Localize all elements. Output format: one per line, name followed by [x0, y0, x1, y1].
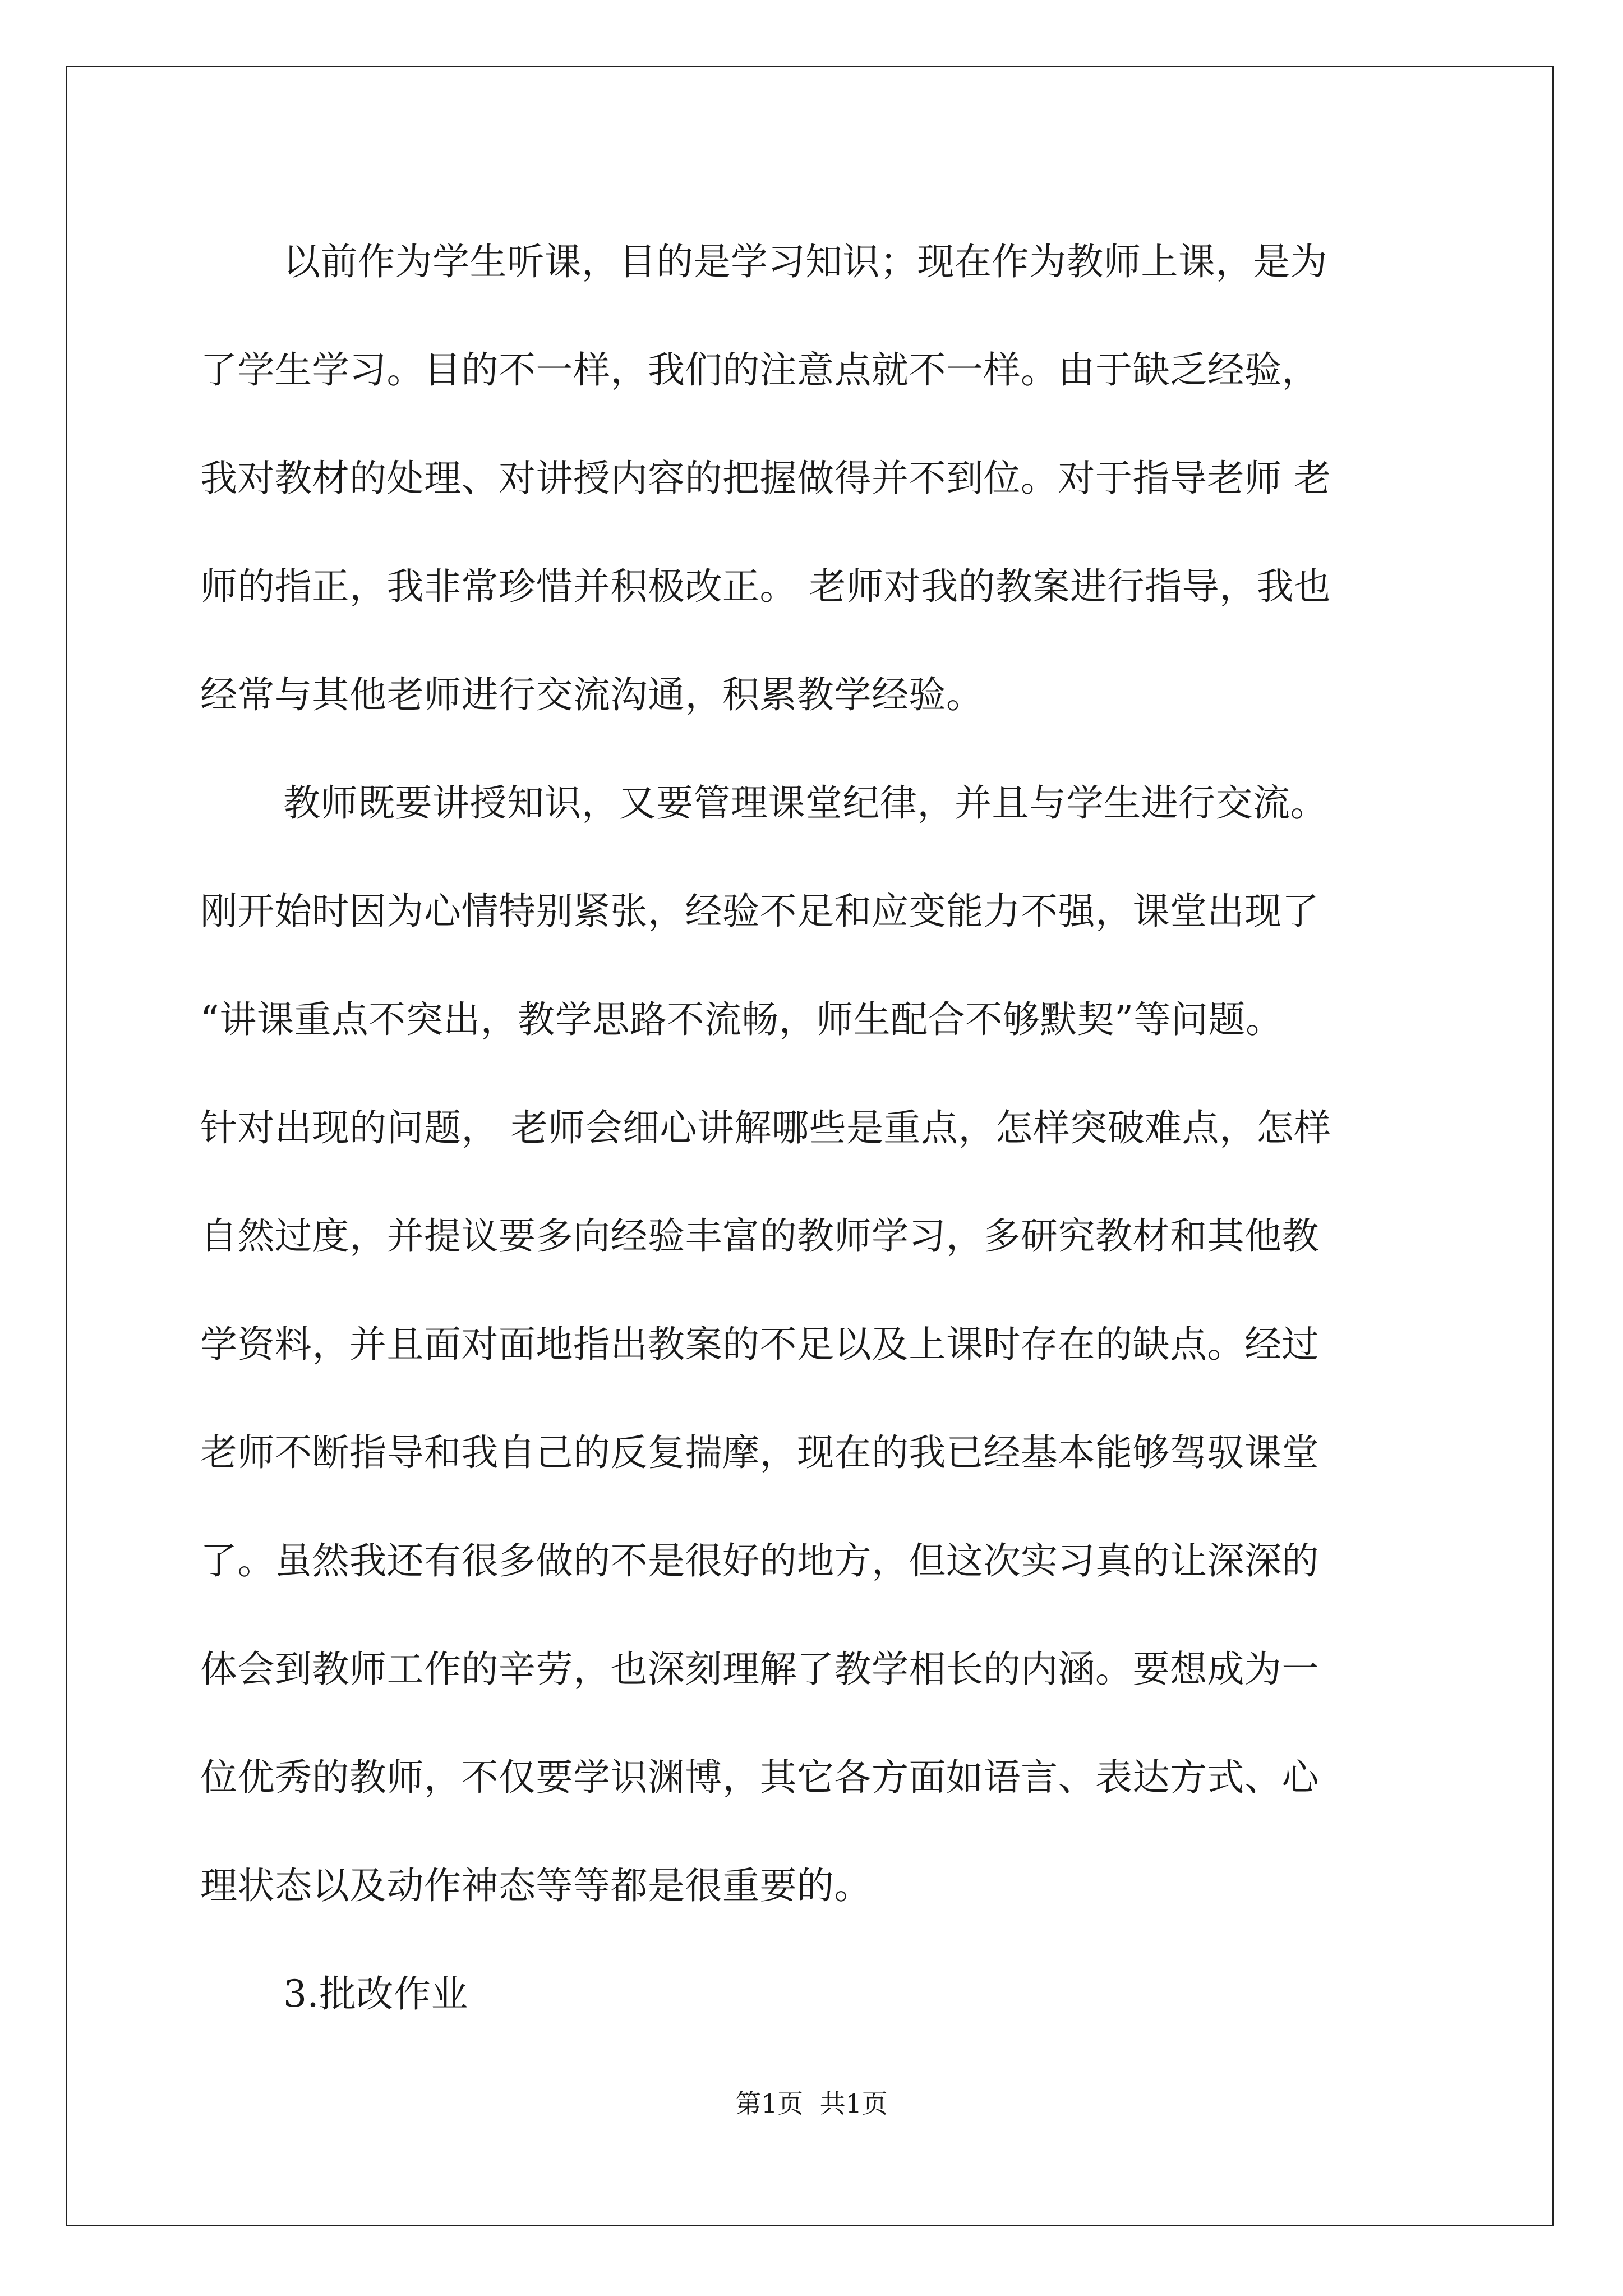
- paragraph-line: 教师既要讲授知识，又要管理课堂纪律，并且与学生进行交流。: [283, 781, 1327, 825]
- paragraph-line: 位优秀的教师，不仅要学识渊博，其它各方面如语言、表达方式、心: [200, 1756, 1319, 1799]
- paragraph-line: 了。虽然我还有很多做的不是很好的地方，但这次实习真的让深深的: [200, 1539, 1319, 1582]
- paragraph-line: 我对教材的处理、对讲授内容的把握做得并不到位。对于指导老师 老: [200, 457, 1331, 500]
- paragraph-1: [200, 208, 1423, 749]
- paragraph-line: 自然过度，并提议要多向经验丰富的教师学习，多研究教材和其他教: [200, 1214, 1319, 1258]
- document-body: [200, 208, 1423, 2048]
- paragraph-line: “讲课重点不突出，教学思路不流畅，师生配合不够默契”等问题。: [200, 998, 1283, 1041]
- section-heading: [200, 1940, 1423, 2048]
- paragraph-line: 学资料，并且面对面地指出教案的不足以及上课时存在的缺点。经过: [200, 1323, 1319, 1366]
- paragraph-line: 了学生学习。目的不一样，我们的注意点就不一样。由于缺乏经验，: [200, 348, 1319, 392]
- paragraph-2: [200, 749, 1423, 1940]
- paragraph-line: 体会到教师工作的辛劳，也深刻理解了教学相长的内涵。要想成为一: [200, 1648, 1319, 1691]
- paragraph-line: 老师不断指导和我自己的反复揣摩，现在的我已经基本能够驾驭课堂: [200, 1431, 1319, 1474]
- paragraph-line: 刚开始时因为心情特别紧张，经验不足和应变能力不强，课堂出现了: [200, 890, 1319, 933]
- paragraph-line: 经常与其他老师进行交流沟通，积累教学经验。: [200, 673, 984, 716]
- paragraph-line: 师的指正，我非常珍惜并积极改正。 老师对我的教案进行指导，我也: [200, 565, 1331, 608]
- section-heading-text: 3.批改作业: [283, 1972, 468, 2016]
- paragraph-line: 以前作为学生听课，目的是学习知识；现在作为教师上课，是为: [283, 240, 1327, 283]
- paragraph-line: 理状态以及动作神态等等都是很重要的。: [200, 1864, 872, 1907]
- page-footer: 第1页 共1页: [735, 2088, 888, 2119]
- paragraph-line: 针对出现的问题， 老师会细心讲解哪些是重点，怎样突破难点，怎样: [200, 1106, 1331, 1149]
